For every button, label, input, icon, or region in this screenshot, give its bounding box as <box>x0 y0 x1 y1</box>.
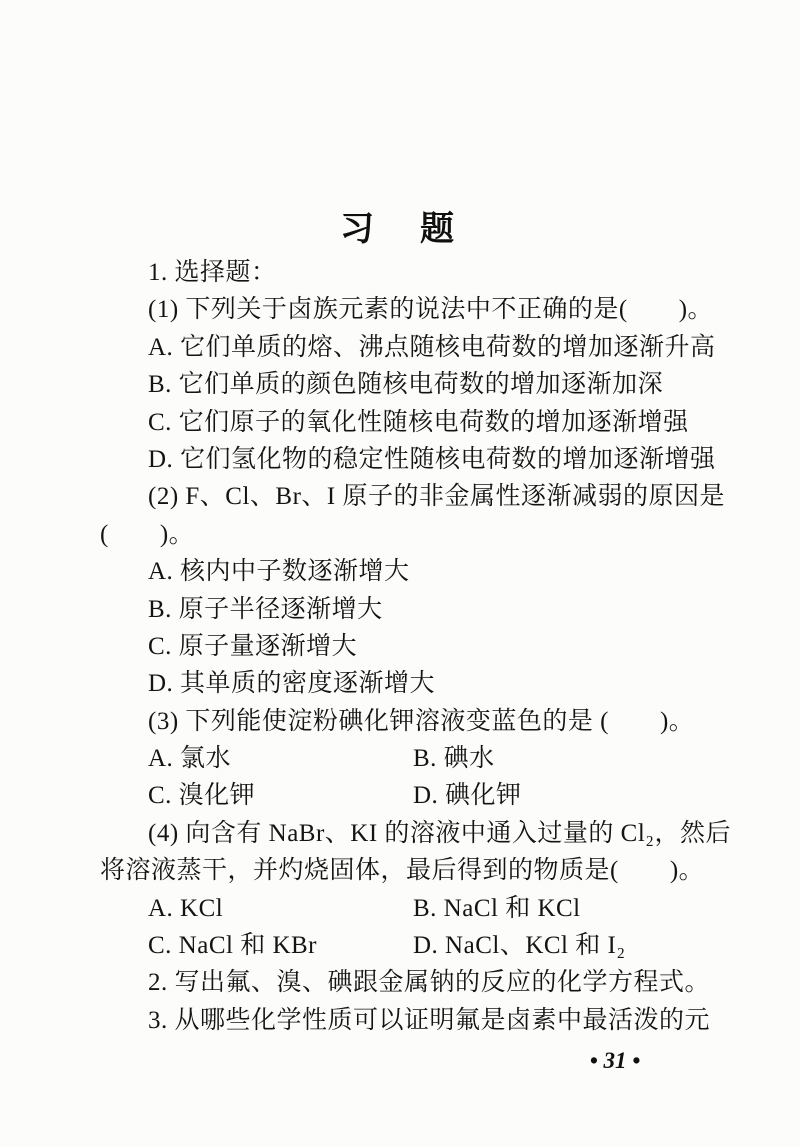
question-1-2-stem: (2) F、Cl、Br、I 原子的非金属性逐渐减弱的原因是 <box>148 483 726 511</box>
page-title: 习 题 <box>340 209 460 248</box>
question-1-4-stem-continued: 将溶液蒸干，并灼烧固体，最后得到的物质是( )。 <box>100 857 705 885</box>
question-2: 2. 写出氟、溴、碘跟金属钠的反应的化学方程式。 <box>148 969 711 997</box>
option-1-3-c: C. 溴化钾 <box>148 782 256 810</box>
options-row-1-4-cd <box>100 927 708 964</box>
option-1-1-a: A. 它们单质的熔、沸点随核电荷数的增加逐渐升高 <box>148 333 716 361</box>
option-1-4-a: A. KCl <box>148 894 224 922</box>
option-1-2-b: B. 原子半径逐渐增大 <box>148 595 383 623</box>
question-1-3-stem: (3) 下列能使淀粉碘化钾溶液变蓝色的是 ( )。 <box>148 707 695 735</box>
option-1-3-a: A. 氯水 <box>148 745 232 773</box>
option-1-3-d: D. 碘化钾 <box>413 782 522 810</box>
option-1-4-c: C. NaCl 和 KBr <box>148 932 318 960</box>
option-1-2-c: C. 原子量逐渐增大 <box>148 632 358 660</box>
question-1-2-stem-continued: ( )。 <box>100 520 195 548</box>
page-number: • 31 • <box>589 1048 641 1073</box>
question-3: 3. 从哪些化学性质可以证明氟是卤素中最活泼的元 <box>148 1006 711 1034</box>
question-1-header: 1. 选择题： <box>148 259 277 286</box>
option-1-3-b: B. 碘水 <box>413 745 495 773</box>
options-row-1-4-ab <box>100 890 708 927</box>
exercise-content <box>100 254 732 1039</box>
option-1-4-d: D. NaCl、KCl 和 I₂ <box>413 932 626 960</box>
option-1-1-c: C. 它们原子的氧化性随核电荷数的增加逐渐增强 <box>148 408 689 436</box>
option-1-1-b: B. 它们单质的颜色随核电荷数的增加逐渐加深 <box>148 371 664 399</box>
options-row-1-3-ab <box>100 740 708 777</box>
question-1-4-stem: (4) 向含有 NaBr、KI 的溶液中通入过量的 Cl₂，然后 <box>148 819 732 847</box>
option-1-4-b: B. NaCl 和 KCl <box>413 894 581 922</box>
option-1-1-d: D. 它们氢化物的稳定性随核电荷数的增加逐渐增强 <box>148 445 716 473</box>
options-row-1-3-cd <box>100 777 708 814</box>
option-1-2-d: D. 其单质的密度逐渐增大 <box>148 670 436 698</box>
question-1-1-stem: (1) 下列关于卤族元素的说法中不正确的是( )。 <box>148 296 714 324</box>
option-1-2-a: A. 核内中子数逐渐增大 <box>148 558 410 586</box>
